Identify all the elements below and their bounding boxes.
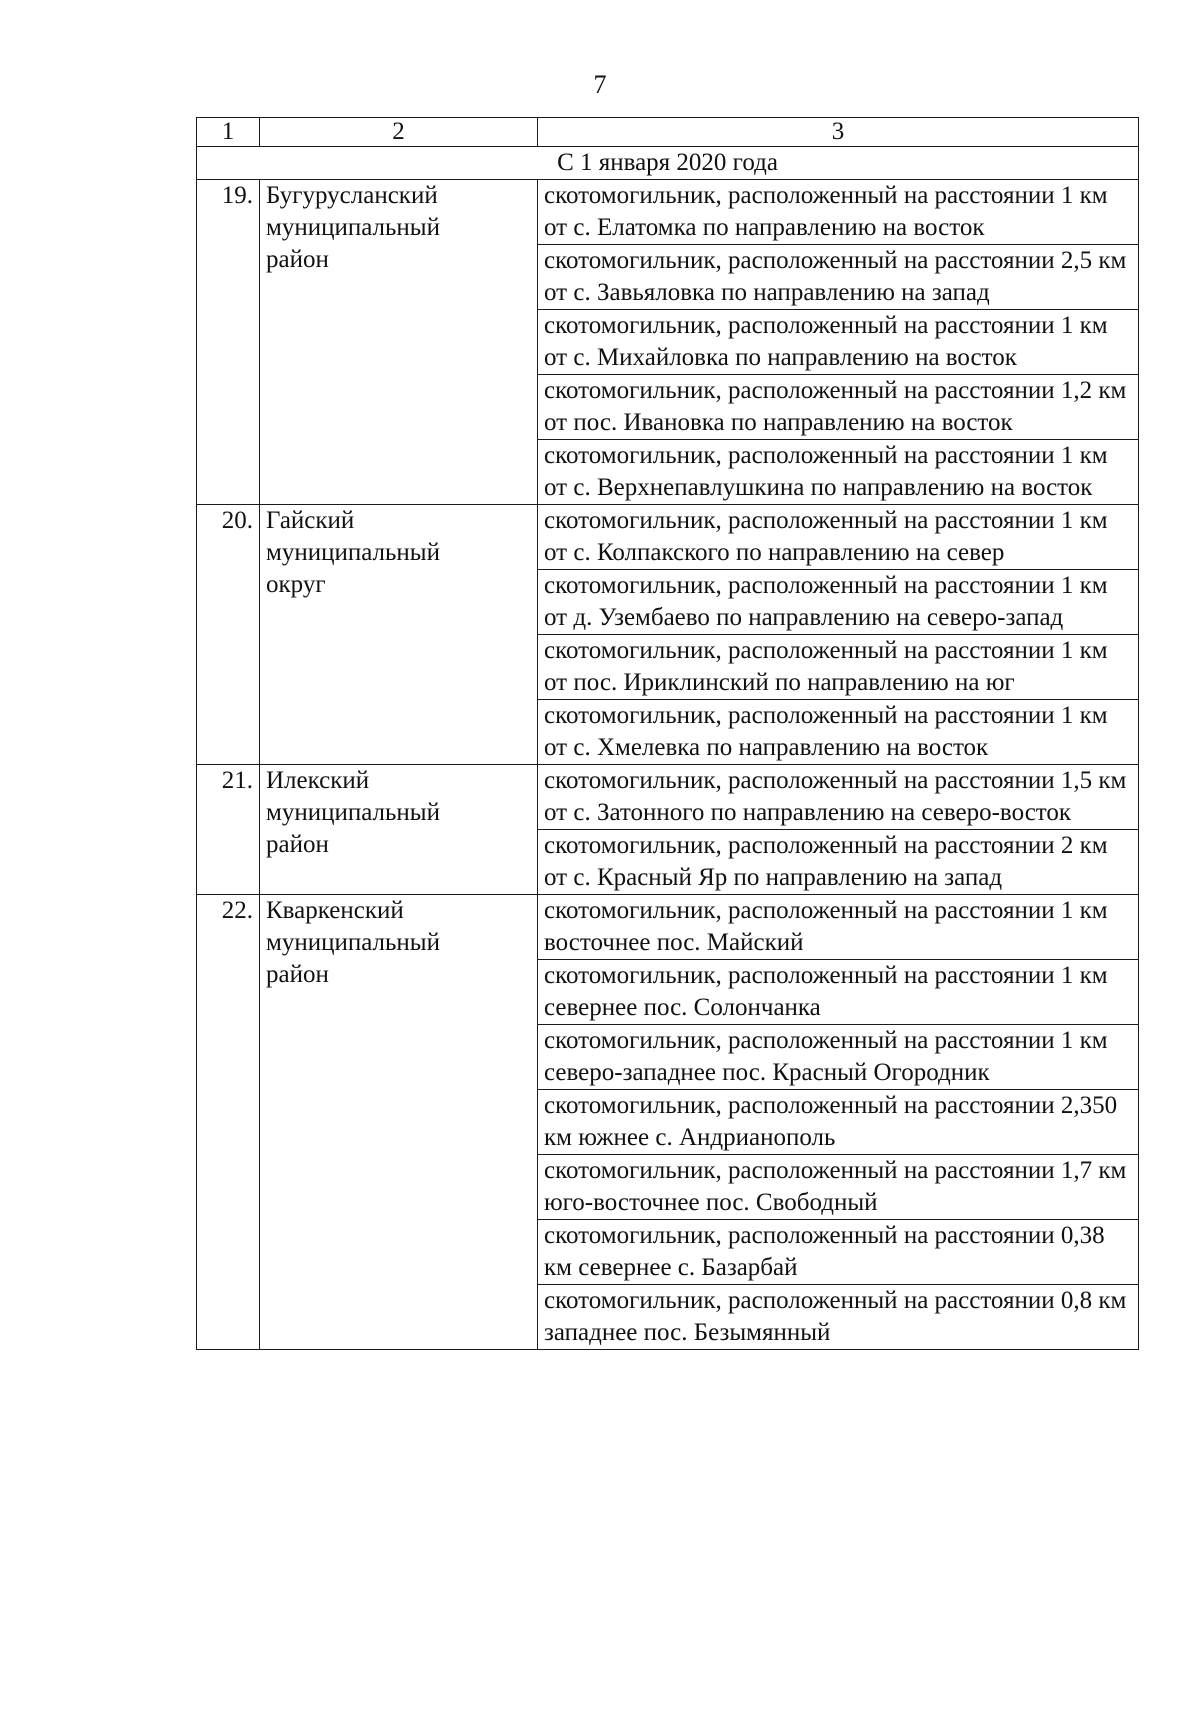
burial-site-description: скотомогильник, расположенный на расстоянии 1 км от с. Михайловка по направлению на восток [538,310,1139,375]
district-name: Илекский муниципальный район [260,765,538,895]
table-row [197,180,1139,245]
table-row [197,765,1139,830]
section-title: С 1 января 2020 года [197,147,1139,180]
burial-site-description: скотомогильник, расположенный на расстоянии 2,350 км южнее с. Андрианополь [538,1090,1139,1155]
column-number-row [197,118,1139,147]
burial-site-description: скотомогильник, расположенный на расстоянии 1 км от д. Узембаево по направлению на северо-запад [538,570,1139,635]
row-number: 19. [197,180,260,505]
section-row [197,147,1139,180]
burial-site-description: скотомогильник, расположенный на расстоянии 1 км от пос. Ириклинский по направлению на юг [538,635,1139,700]
row-number: 22. [197,895,260,1350]
table-row [197,505,1139,570]
column-number-2: 2 [260,118,538,147]
burial-site-description: скотомогильник, расположенный на расстоянии 1 км от с. Елатомка по направлению на восток [538,180,1139,245]
row-number: 20. [197,505,260,765]
burial-site-description: скотомогильник, расположенный на расстоянии 0,38 км севернее с. Базарбай [538,1220,1139,1285]
page-number: 7 [593,70,607,99]
table-body [197,118,1139,1350]
column-number-3: 3 [538,118,1139,147]
burial-site-description: скотомогильник, расположенный на расстоянии 1,5 км от с. Затонного по направлению на северо-восток [538,765,1139,830]
row-number: 21. [197,765,260,895]
burial-site-description: скотомогильник, расположенный на расстоянии 1,7 км юго-восточнее пос. Свободный [538,1155,1139,1220]
district-name: Бугурусланский муниципальный район [260,180,538,505]
burial-site-description: скотомогильник, расположенный на расстоянии 1,2 км от пос. Ивановка по направлению на восток [538,375,1139,440]
burial-site-description: скотомогильник, расположенный на расстоянии 1 км восточнее пос. Майский [538,895,1139,960]
burial-site-description: скотомогильник, расположенный на расстоянии 1 км севернее пос. Солончанка [538,960,1139,1025]
burial-site-description: скотомогильник, расположенный на расстоянии 1 км от с. Хмелевка по направлению на восток [538,700,1139,765]
burial-site-description: скотомогильник, расположенный на расстоянии 0,8 км западнее пос. Безымянный [538,1285,1139,1350]
district-name: Кваркенский муниципальный район [260,895,538,1350]
burial-site-description: скотомогильник, расположенный на расстоянии 2,5 км от с. Завьяловка по направлению на запад [538,245,1139,310]
document-table [196,117,1139,1350]
burial-site-description: скотомогильник, расположенный на расстоянии 1 км от с. Верхнепавлушкина по направлению на восток [538,440,1139,505]
burial-site-description: скотомогильник, расположенный на расстоянии 2 км от с. Красный Яр по направлению на запад [538,830,1139,895]
column-number-1: 1 [197,118,260,147]
district-name: Гайский муниципальный округ [260,505,538,765]
burial-site-description: скотомогильник, расположенный на расстоянии 1 км северо-западнее пос. Красный Огородник [538,1025,1139,1090]
table-row [197,895,1139,960]
burial-site-description: скотомогильник, расположенный на расстоянии 1 км от с. Колпакского по направлению на север [538,505,1139,570]
